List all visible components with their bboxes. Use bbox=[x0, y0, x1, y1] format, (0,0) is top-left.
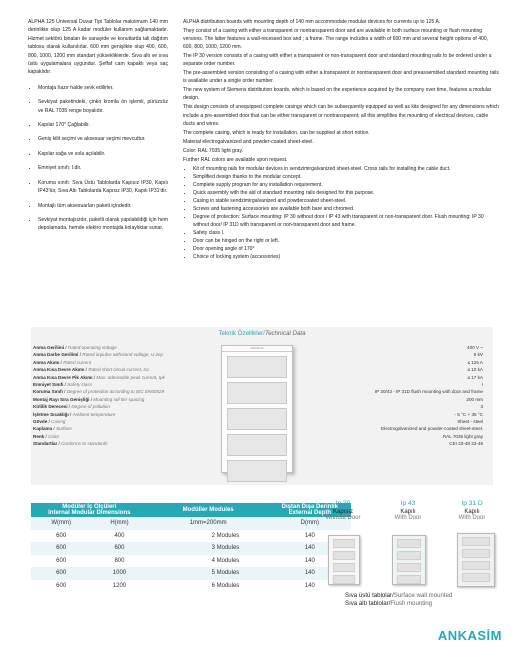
cell-w: 600 bbox=[56, 582, 67, 589]
tech-label-row: Emniyet Sınıfı / Safety class bbox=[33, 382, 92, 388]
tech-label-row: İşletme Sıcaklığı / Ambient temperature bbox=[33, 411, 116, 417]
variant-label-tr: Kapılı bbox=[400, 509, 416, 515]
tech-title-en: Technical Data bbox=[264, 330, 306, 337]
text-line: The pre-assembled version consisting of a casing with either a transparent or nontransparent door and preassembled standard mounting rails is available under a single order number. bbox=[183, 70, 499, 85]
subheader-modules: 1mm=200mm bbox=[148, 517, 269, 530]
mounting-rail bbox=[227, 460, 287, 482]
label-tr: Koruma Sınıfı bbox=[33, 389, 63, 395]
cell-h: 1000 bbox=[91, 567, 147, 580]
list-item: • Kapılar sağa ve sola açılabilir. bbox=[38, 150, 168, 158]
cell-h: 1200 bbox=[112, 582, 127, 589]
caption-tr: Sıva altı tablolar/ bbox=[345, 600, 391, 607]
text-line: The new system of Siemens distribution boards, which is based on the experience acquired by the company over time, features a modular design. bbox=[183, 87, 492, 102]
label-en: Max. admissible peak current, Ipk bbox=[96, 374, 165, 380]
list-item: • Safety class I. bbox=[193, 229, 499, 237]
cell-modules: 5 Modules bbox=[148, 567, 269, 580]
label-en: Degree of protection according to IEC EN60529 bbox=[66, 389, 165, 395]
brand-logo: ANKASİM bbox=[437, 628, 502, 643]
variant-code: Ip 30 bbox=[335, 500, 351, 507]
technical-data-title: Teknik Özellikler/Technical Data bbox=[218, 330, 306, 337]
label-en: Safety class bbox=[67, 382, 92, 388]
label-en: Degree of pollution bbox=[71, 404, 110, 410]
tech-label-row: Anma Kısa Devre Pik Akımı / Max. admissible peak current, Ipk bbox=[33, 374, 165, 380]
tech-label-row: Montaj Rayı Sıra Genişliği / Mounting rail tier spacing bbox=[33, 396, 145, 402]
table-row bbox=[31, 567, 351, 580]
subheader-h: H(mm) bbox=[91, 517, 147, 530]
label-tr: Kaplama bbox=[33, 426, 53, 432]
cell-w: 600 bbox=[31, 542, 91, 555]
label-tr: Gövde bbox=[33, 419, 48, 425]
table-row bbox=[31, 555, 351, 568]
label-tr: Anma Kısa Devre Pik Akımı bbox=[33, 374, 93, 380]
flush-board-with-frame-image bbox=[457, 533, 495, 587]
list-item: • Koruma sınıfı: Sıva Üstü Tablolarda Kapısız IP30, Kapılı IP43'tür, Sıva Altı Tablolarda Kapısız IP30, Kapılı IP31'dir. bbox=[38, 179, 168, 196]
tech-value: IP 30/43 - IP 31D flush mounting with door and frame bbox=[374, 389, 483, 395]
header-en: External Depth bbox=[288, 510, 331, 516]
cell-h: 800 bbox=[114, 557, 125, 564]
table-row bbox=[31, 580, 351, 593]
list-item: • Complete supply program for any installation requirement. bbox=[193, 181, 499, 189]
tech-value: ≤ 125 A bbox=[467, 359, 483, 365]
table-subheader-row bbox=[31, 517, 351, 530]
turkish-description bbox=[28, 18, 168, 239]
tech-label-row: Anma Darbe Gerilimi / Rated impulse withstand voltage, U imp. bbox=[33, 352, 165, 358]
caption-en: Flush mounting bbox=[390, 600, 433, 607]
tech-label-row: Renk / Color bbox=[33, 433, 60, 439]
list-item: • Door opening angle of 170° bbox=[193, 245, 499, 253]
header-tr: Modüler İç Ölçüleri bbox=[62, 504, 117, 510]
tech-value: ≤ 10 kA bbox=[467, 367, 483, 373]
variant-label-en: With Door bbox=[394, 515, 422, 521]
label-tr: Kirlilik Derecesi bbox=[33, 404, 68, 410]
label-en: Casing bbox=[51, 419, 66, 425]
tech-label-row: Koruma Sınıfı / Degree of protection according to IEC EN60529 bbox=[33, 389, 165, 395]
flush-caption bbox=[345, 600, 495, 608]
surface-caption bbox=[345, 592, 495, 600]
product-variants bbox=[310, 500, 510, 595]
list-item: • Choice of locking system (accessories) bbox=[193, 253, 499, 261]
tech-label-row: Anma Akımı / Rated current bbox=[33, 359, 92, 365]
header-internal-dimensions bbox=[31, 503, 148, 517]
label-en: Conforms to standards bbox=[61, 441, 108, 447]
tech-label-row: Kirlilik Derecesi / Degree of pollution bbox=[33, 404, 110, 410]
tech-label-row: Anma Gerilimi / Rated operating voltage bbox=[33, 345, 117, 350]
label-en: Rated short circuit current, Icc bbox=[88, 367, 150, 373]
list-item: • Simplified design thanks to the modular concept. bbox=[193, 173, 499, 181]
text-line: The complete casing, which is ready for installation, can be supplied at short notice. bbox=[183, 129, 370, 136]
tech-value: - 5 °C + 35 °C bbox=[454, 411, 483, 417]
tech-label-row: Standartlar / Conforms to standards bbox=[33, 441, 108, 447]
tech-label-row: Kaplama / Surface bbox=[33, 426, 72, 432]
tech-value: 200 mm bbox=[466, 396, 483, 402]
label-en: Rated impulse withstand voltage, U imp. bbox=[82, 352, 165, 358]
dimensions-table bbox=[31, 503, 351, 592]
variant-label-tr: Kapısız bbox=[332, 509, 353, 515]
tech-value: CEI 23-48 23-49 bbox=[449, 441, 483, 447]
english-description bbox=[183, 18, 499, 261]
board-without-door-image bbox=[328, 535, 360, 585]
list-item: • Door can be hinged on the right or left. bbox=[193, 237, 499, 245]
variant-label-en: Without Door bbox=[325, 515, 361, 521]
tech-title-tr: Teknik Özellikler bbox=[218, 330, 264, 337]
list-item: • Kit of mounting rails for modular devices in sendzimirgalvanized sheet-steel. Cross rails for installing the cable duct. bbox=[193, 165, 499, 173]
list-item: • Kapılar 170° Çağlabilir. bbox=[38, 121, 168, 129]
label-en: Surface bbox=[56, 426, 72, 432]
label-tr: Standartlar bbox=[33, 441, 58, 447]
variant-code: Ip 31 D bbox=[461, 500, 483, 507]
text-line: The IP 30 version consists of a casing with either a transparent or non-transparent door and standard mounting rails to be ordered under a separate order number. bbox=[183, 53, 492, 68]
list-item: • Sevkiyat montajsızdır, paketli olarak yapılabildiği için hem depolamada, hemde elektro montajda kolaylıktar sunar. bbox=[38, 216, 168, 233]
tech-label-row: Gövde / Casing bbox=[33, 419, 66, 425]
text-line: Material electrogalvanized and powder-coated sheet-steel. bbox=[183, 138, 314, 145]
header-en: Modules bbox=[209, 507, 234, 513]
table-row bbox=[31, 542, 351, 555]
variant-ip31d bbox=[442, 500, 502, 521]
board-with-door-image bbox=[392, 535, 426, 585]
label-tr: İşletme Sıcaklığı bbox=[33, 411, 69, 417]
cell-modules: 6 Modules bbox=[211, 582, 240, 589]
header-tr: Modüller bbox=[182, 507, 208, 513]
cell-modules: 4 Modules bbox=[211, 557, 240, 564]
label-en: Mounting rail tier spacing bbox=[93, 396, 145, 402]
mounting-captions bbox=[345, 592, 495, 608]
subheader-d: D(mm) bbox=[269, 517, 351, 530]
tech-value: I bbox=[481, 382, 483, 388]
caption-tr: Sıva üstü tablolar/ bbox=[345, 592, 394, 599]
tech-value: 400 V ~ bbox=[467, 345, 483, 350]
english-bullets bbox=[183, 165, 499, 262]
variant-ip43 bbox=[378, 500, 438, 521]
list-item: • Degree of protection: Surface mounting: IP 30 without door / IP 43 with transparent or non-transparent door. Flush mounting: IP 30 without door/ IP 31D with transparent or non-transparent door and frame. bbox=[193, 213, 499, 229]
cell-modules: 2 Modules bbox=[211, 532, 240, 539]
text-line: Color: RAL 7035 light gray. bbox=[183, 147, 244, 154]
label-en: Ambient temperature bbox=[72, 411, 116, 417]
text-line: ALPHA distribution boards with mounting depth of 140 mm accommodate modular devices for currents up to 125 A. bbox=[183, 19, 441, 25]
tech-value: Sheet - steel bbox=[457, 419, 483, 425]
tech-value: ≤ 17 kA bbox=[467, 374, 483, 380]
turkish-intro: ALPHA 125 Universal Duvar Tipi Tablolar maksimum 140 mm derinlikte olup 125 A kadar modüler kullanım sağlamaktadır. Hizmet sektörü binaları ile sanayide ve konutlarda tali dağıtım tablosu olarak kullanılırlar. 600 mm genişlikte olup 400, 600, 800, 1000, 1200 mm standart yüksekliklerde. Sıva altı ve sıva üstü uygulamalara uygundur. Şeffaf cam kapaklı veya saç kapaklıdır. bbox=[28, 19, 168, 76]
cell-d: 140 bbox=[269, 567, 351, 580]
technical-data-panel bbox=[31, 327, 493, 485]
list-item: • Geniş kilit seçimi ve aksesuar seçimi mevcuttur. bbox=[38, 135, 168, 143]
variant-ip30 bbox=[313, 500, 373, 521]
list-item: • Montajlı tüm aksesuarları paketi içindedir. bbox=[38, 202, 168, 210]
tech-value: 3 bbox=[480, 404, 483, 410]
header-en: Internal Modular Dimensions bbox=[48, 510, 131, 516]
list-item: • Sevkiyat paketindeki, çinko kromla ön işlemli, pürüzsüz ve RAL 7035 renge boyalıdır. bbox=[38, 98, 168, 115]
tech-value: Electrogalvanized and powder-coated sheet-steel. bbox=[381, 426, 483, 432]
cell-d: 140 bbox=[304, 557, 315, 564]
text-line: This design consists of unequipped complete casings which can be subsequently equipped as well as kits designed for any dimensions which include a pre-assembled door that can be either transparent or nontransparent; all this simplifies the mounting of electrical devices, cable ducts and wires. bbox=[183, 104, 499, 127]
cell-h: 600 bbox=[91, 542, 147, 555]
cell-w: 600 bbox=[56, 557, 67, 564]
label-tr: Anma Kısa Devre Akımı bbox=[33, 367, 85, 373]
caption-en: Surface wall mounted bbox=[393, 592, 453, 599]
cell-d: 140 bbox=[269, 542, 351, 555]
cell-h: 400 bbox=[114, 532, 125, 539]
subheader-w: W(mm) bbox=[31, 517, 91, 530]
cell-modules: 3 Modules bbox=[148, 542, 269, 555]
cabinet-brand: SIEMENS bbox=[222, 346, 292, 352]
turkish-bullets bbox=[28, 84, 168, 233]
tech-labels bbox=[33, 344, 223, 448]
label-tr: Renk bbox=[33, 433, 45, 439]
table-header-row bbox=[31, 503, 351, 517]
tech-value: RAL 7035 light gray bbox=[442, 433, 483, 439]
label-tr: Anma Akımı bbox=[33, 359, 60, 365]
text-line: They consist of a casing with either a transparent or nontransparent door and are available in both surface mounting or flush mounting versions. The latter features a wall-recessed box and ; a frame. The range includes a width of 600 mm and several height options of 400, 600, 800, 1000, 1200 mm. bbox=[183, 28, 489, 51]
list-item: • Casing in stable sendzimirgalvanized and powdercoated sheet-steel. bbox=[193, 197, 499, 205]
label-tr: Anma Darbe Gerilimi bbox=[33, 352, 79, 358]
label-tr: Montaj Rayı Sıra Genişliği bbox=[33, 396, 90, 402]
variant-label-en: With Door bbox=[458, 515, 486, 521]
list-item: • Emniyet sınıfı: I.dir. bbox=[38, 164, 168, 172]
label-tr: Anma Gerilimi bbox=[33, 345, 65, 350]
tech-values bbox=[263, 344, 483, 448]
cell-w: 600 bbox=[31, 567, 91, 580]
cell-d: 140 bbox=[304, 532, 315, 539]
text-line: Further RAL colors are available upon request. bbox=[183, 156, 288, 163]
label-tr: Emniyet Sınıfı bbox=[33, 382, 64, 388]
header-tr: Dıştan Dışa Derinlik bbox=[281, 504, 338, 510]
cell-d: 140 bbox=[304, 582, 315, 589]
label-en: Rated operating voltage bbox=[68, 345, 117, 350]
header-modules bbox=[148, 503, 269, 517]
label-en: Rated current bbox=[63, 359, 92, 365]
tech-value: 6 kV bbox=[473, 352, 483, 358]
label-en: Color bbox=[48, 433, 60, 439]
variant-label-tr: Kapılı bbox=[464, 509, 480, 515]
tech-label-row: Anma Kısa Devre Akımı / Rated short circuit current, Icc bbox=[33, 367, 150, 373]
table-row bbox=[31, 530, 351, 543]
list-item: • Screws and fastening accessories are available both bare and chromed. bbox=[193, 205, 499, 213]
list-item: • Quick assembly with the aid of standard mounting rails designed for this purpose. bbox=[193, 189, 499, 197]
list-item: • Montaja hazır halde sevk edilirler. bbox=[38, 84, 168, 92]
cell-w: 600 bbox=[56, 532, 67, 539]
variant-code: Ip 43 bbox=[400, 500, 416, 507]
